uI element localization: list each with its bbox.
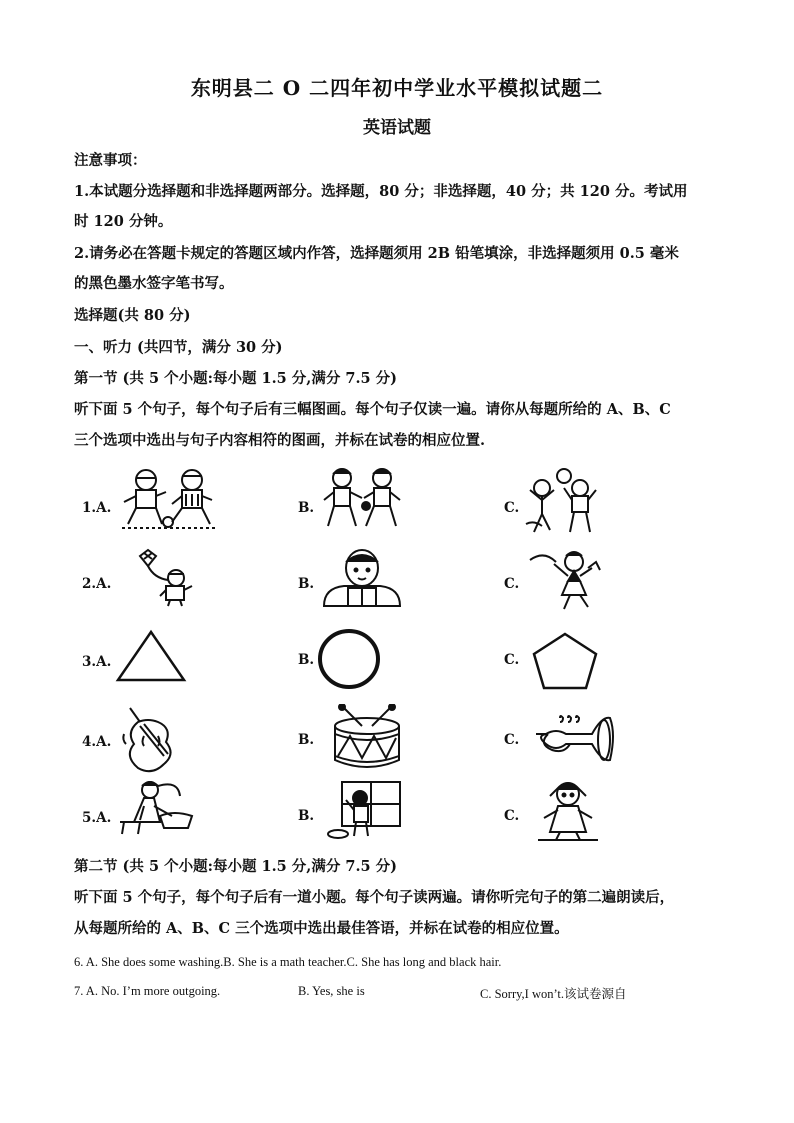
- option-label-b: B.: [298, 652, 315, 668]
- kids-playing-football-icon: [118, 466, 222, 532]
- circle-icon: [316, 628, 382, 690]
- section1-instruction-line2: 三个选项中选出与句子内容相符的图画，并标在试卷的相应位置.: [74, 432, 486, 449]
- section2-heading: 第二节 (共 5 个小题:每小题 1.5 分,满分 7.5 分): [74, 858, 397, 875]
- option-label-c: C.: [504, 808, 520, 824]
- question-6-options: 6. A. She does some washing.B. She is a math teacher.C. She has long and black hair.: [74, 955, 502, 969]
- option-label-c: C.: [504, 576, 520, 592]
- notes-item2-line2: 的黑色墨水签字笔书写。: [74, 275, 234, 292]
- notes-item1-line2: 时 120 分钟。: [74, 213, 173, 230]
- listening-heading: 一、听力 (共四节，满分 30 分): [74, 339, 283, 356]
- question-row-5: [0, 780, 794, 856]
- option-label-b: B.: [298, 808, 315, 824]
- option-label-b: B.: [298, 500, 315, 516]
- question-7-option-c: C. Sorry,I won’t.该试卷源自: [480, 987, 627, 1001]
- question-7-option-b: B. Yes, she is: [298, 984, 365, 998]
- girl-washing-clothes-icon: [114, 780, 196, 836]
- boy-cleaning-window-icon: [326, 780, 406, 840]
- violin-icon: [120, 704, 182, 774]
- question-row-2: [0, 546, 794, 622]
- option-label-c: C.: [504, 500, 520, 516]
- notes-item2-line1: 2.请务必在答题卡规定的答题区域内作答，选择题须用 2B 铅笔填涂，非选择题须用 0.5 毫米: [74, 245, 679, 262]
- girl-dancing-icon: [526, 546, 602, 612]
- question-7-option-a: 7. A. No. I’m more outgoing.: [74, 984, 221, 998]
- option-label-a: 3.A.: [82, 654, 112, 670]
- girl-sitting-icon: [536, 780, 600, 842]
- exam-subtitle: 英语试题: [363, 118, 431, 138]
- notes-item1-line1: 1.本试题分选择题和非选择题两部分。选择题，80 分；非选择题，40 分；共 120 分。考试用: [74, 183, 688, 200]
- question-row-1: [0, 466, 794, 542]
- option-label-b: B.: [298, 576, 315, 592]
- kid-flying-kite-icon: [136, 548, 196, 608]
- question-row-4: [0, 704, 794, 780]
- option-label-a: 2.A.: [82, 576, 112, 592]
- exam-title: 东明县二 O 二四年初中学业水平模拟试题二: [190, 76, 604, 100]
- drum-icon: [330, 704, 404, 774]
- section2-instruction-line2: 从每题所给的 A、B、C 三个选项中选出最佳答语，并标在试卷的相应位置。: [74, 920, 569, 937]
- option-label-c: C.: [504, 732, 520, 748]
- option-label-c: C.: [504, 652, 520, 668]
- section1-heading: 第一节 (共 5 个小题:每小题 1.5 分,满分 7.5 分): [74, 370, 397, 387]
- notes-heading: 注意事项：: [74, 152, 147, 169]
- trumpet-icon: [534, 710, 614, 768]
- pentagon-icon: [530, 630, 600, 692]
- option-label-a: 5.A.: [82, 810, 112, 826]
- section1-instruction-line1: 听下面 5 个句子，每个句子后有三幅图画。每个句子仅读一遍。请你从每题所给的 A、B、C: [74, 401, 671, 418]
- option-label-b: B.: [298, 732, 315, 748]
- question-row-3: [0, 624, 794, 700]
- choice-heading: 选择题(共 80 分): [74, 307, 191, 324]
- option-label-a: 1.A.: [82, 500, 112, 516]
- kids-playing-volleyball-icon: [524, 466, 600, 538]
- boy-reading-book-icon: [318, 548, 408, 612]
- kids-playing-ball-icon: [322, 466, 402, 532]
- triangle-icon: [114, 628, 188, 684]
- section2-instruction-line1: 听下面 5 个句子，每个句子后有一道小题。每个句子读两遍。请你听完句子的第二遍朗读后，: [74, 889, 675, 906]
- option-label-a: 4.A.: [82, 734, 112, 750]
